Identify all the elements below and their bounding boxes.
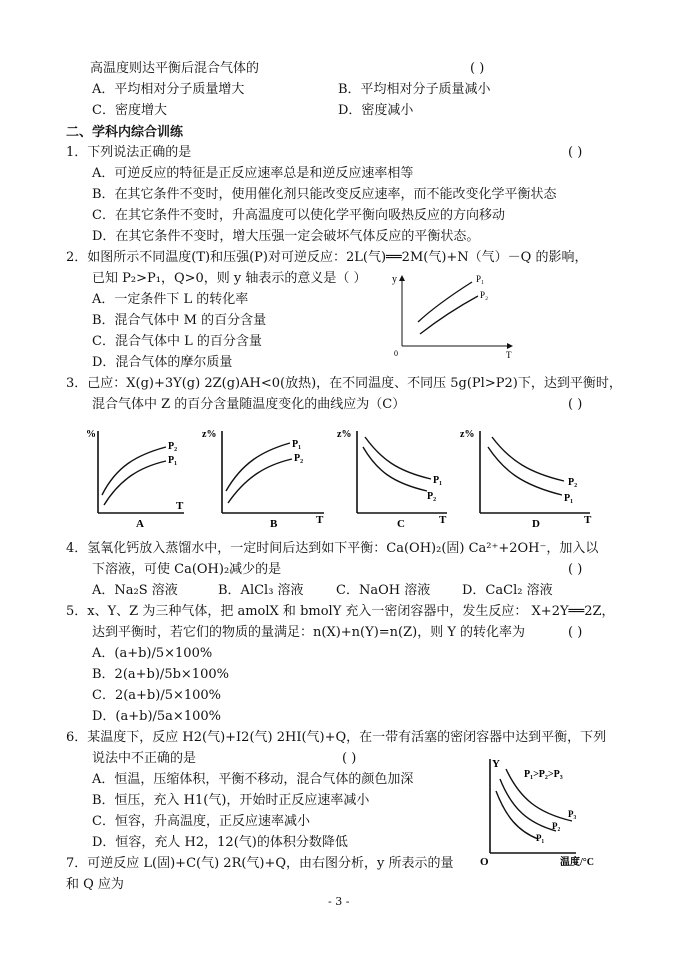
q4-answer-paren: ( ) [568, 562, 583, 577]
svg-text:P₁: P₁ [292, 439, 302, 450]
q6-option-c: C．恒容，升高温度，正反应速率减小 [92, 814, 310, 829]
q4-option-d: D．CaCl₂ 溶液 [462, 583, 553, 598]
svg-text:P₂: P₂ [168, 441, 178, 452]
q0-continuation: 高温度则达平衡后混合气体的 [90, 61, 260, 76]
q2-stem-line2: 已知 P₂>P₁，Q>0，则 y 轴表示的意义是（ ） [92, 271, 367, 286]
page-number: - 3 - [328, 895, 350, 908]
q3-graph-a [80, 425, 190, 530]
q6-y-label: Y [492, 758, 500, 770]
q2-origin: 0 [394, 349, 398, 358]
q3-graph-b-label: B [270, 518, 278, 530]
q3-graph-b [200, 425, 330, 530]
q1-stem: 1．下列说法正确的是 [66, 145, 192, 160]
q0-answer-paren: ( ) [470, 61, 485, 76]
q6-origin: O [480, 856, 489, 868]
q2-curve-p2 [420, 296, 478, 334]
q4-option-b: B．AlCl₃ 溶液 [218, 583, 304, 598]
q2-label-p2: P₂ [480, 290, 489, 300]
svg-text:P₁: P₁ [168, 455, 178, 466]
q7-stem-line2: 和 Q 应为 [66, 877, 124, 892]
q5-answer-paren: ( ) [568, 625, 583, 640]
q3-graph-c-label: C [397, 518, 405, 530]
q1-answer-paren: ( ) [568, 145, 583, 160]
q3-graph-d-label: D [532, 518, 540, 530]
q6-label-p1: P₁ [536, 833, 545, 843]
q4-stem-line2: 下溶液，可使 Ca(OH)₂减少的是 [92, 562, 282, 577]
svg-text:P₂: P₂ [294, 453, 304, 464]
q5-option-c: C．2(a+b)/5×100% [92, 688, 222, 703]
q1-option-c: C．在其它条件不变时，升高温度可以使化学平衡向吸热反应的方向移动 [92, 208, 505, 223]
q4-option-c: C．NaOH 溶液 [336, 583, 431, 598]
q6-pressure-relation: P₁>P₂>P₃ [524, 769, 563, 780]
q6-graph [476, 755, 616, 870]
q6-stem-line2: 说法中不正确的是 [92, 751, 197, 766]
q6-x-label: 温度/°C [560, 857, 594, 868]
q3-graph-c [335, 425, 455, 530]
q6-stem: 6．某温度下，反应 H2(气)+I2(气) 2HI(气)+Q，在一带有活塞的密闭容器中达到平衡，下列 [66, 730, 607, 745]
q1-option-a: A．可逆反应的特征是正反应速率总是和逆反应速率相等 [92, 166, 414, 181]
q6-answer-paren: ( ) [342, 751, 357, 766]
section-heading: 二、学科内综合训练 [66, 125, 184, 140]
q6-option-d: D．恒容，充人 H2，12(气)的体积分数降低 [92, 835, 348, 850]
svg-text:T: T [439, 514, 447, 526]
q5-option-b: B．2(a+b)/5b×100% [92, 667, 229, 682]
q4-option-a: A．Na₂S 溶液 [92, 583, 178, 598]
q5-option-d: D．(a+b)/5a×100% [92, 709, 221, 724]
svg-text:z%: z% [202, 429, 217, 440]
q5-stem-line2: 达到平衡时，若它们的物质的量满足：n(X)+n(Y)=n(Z)，则 Y 的转化率为 [92, 625, 526, 640]
svg-text:z%: z% [337, 429, 352, 440]
q0-option-b: B．平均相对分子质量减小 [338, 82, 491, 97]
q7-stem: 7．可逆反应 L(固)+C(气) 2R(气)+Q，由右图分析，y 所表示的量 [66, 856, 454, 871]
svg-text:P₁: P₁ [433, 475, 443, 486]
svg-text:T: T [584, 514, 592, 526]
q2-x-label: T [506, 350, 512, 360]
q2-option-b: B．混合气体中 M 的百分含量 [92, 313, 267, 328]
svg-text:T: T [316, 514, 324, 526]
q4-stem: 4．氢氧化钙放入蒸馏水中，一定时间后达到如下平衡：Ca(OH)₂(固) Ca²⁺+2OH⁻，加入以 [66, 541, 599, 556]
q6-label-p3: P₃ [568, 809, 577, 819]
svg-text:T: T [176, 500, 184, 512]
q3-graph-d [458, 425, 598, 530]
svg-text:z%: z% [460, 429, 475, 440]
q5-option-a: A．(a+b)/5×100% [92, 646, 213, 661]
q3-answer-paren: ( ) [568, 397, 583, 412]
q0-option-c: C．密度增大 [92, 103, 167, 118]
svg-text:P₂: P₂ [568, 477, 578, 488]
q3-stem: 3．己应：X(g)+3Y(g) 2Z(g)AH<0(放热)，在不同温度、不同压 5g(Pl>P2)下，达到平衡时， [66, 376, 622, 391]
q6-label-p2: P₂ [552, 821, 561, 831]
q2-option-a: A．一定条件下 L 的转化率 [92, 292, 249, 307]
q2-option-d: D．混合气体的摩尔质量 [92, 355, 233, 370]
q3-stem-line2: 混合气体中 Z 的百分含量随温度变化的曲线应为（C） [92, 397, 406, 412]
q0-option-d: D．密度减小 [338, 103, 414, 118]
q6-option-b: B．恒压，充入 H1(气)，开始时正反应速率减小 [92, 793, 370, 808]
q2-stem: 2．如图所示不同温度(T)和压强(P)对可逆反应：2L(气)══2M(气)+N（气）－Q 的影响， [66, 250, 588, 265]
q2-graph [388, 270, 518, 360]
q0-option-a: A．平均相对分子质量增大 [92, 82, 245, 97]
q6-option-a: A．恒温，压缩体积，平衡不移动，混合气体的颜色加深 [92, 772, 414, 787]
q2-y-label: y [392, 274, 397, 285]
q3-graph-a-label: A [136, 518, 144, 530]
svg-text:%: % [86, 429, 96, 440]
q1-option-d: D．在其它条件不变时，增大压强一定会破坏气体反应的平衡状态。 [92, 229, 480, 244]
svg-text:P₁: P₁ [564, 493, 574, 504]
q1-option-b: B．在其它条件不变时，使用催化剂只能改变反应速率，而不能改变化学平衡状态 [92, 187, 557, 202]
q5-stem: 5．x、Y、Z 为三种气体，把 amolX 和 bmolY 充入一密闭容器中，发生反应： X+2Y══2Z， [66, 604, 615, 619]
q2-label-p1: P₁ [476, 274, 485, 284]
svg-text:P₂: P₂ [427, 491, 437, 502]
q2-option-c: C．混合气体中 L 的百分含量 [92, 334, 262, 349]
